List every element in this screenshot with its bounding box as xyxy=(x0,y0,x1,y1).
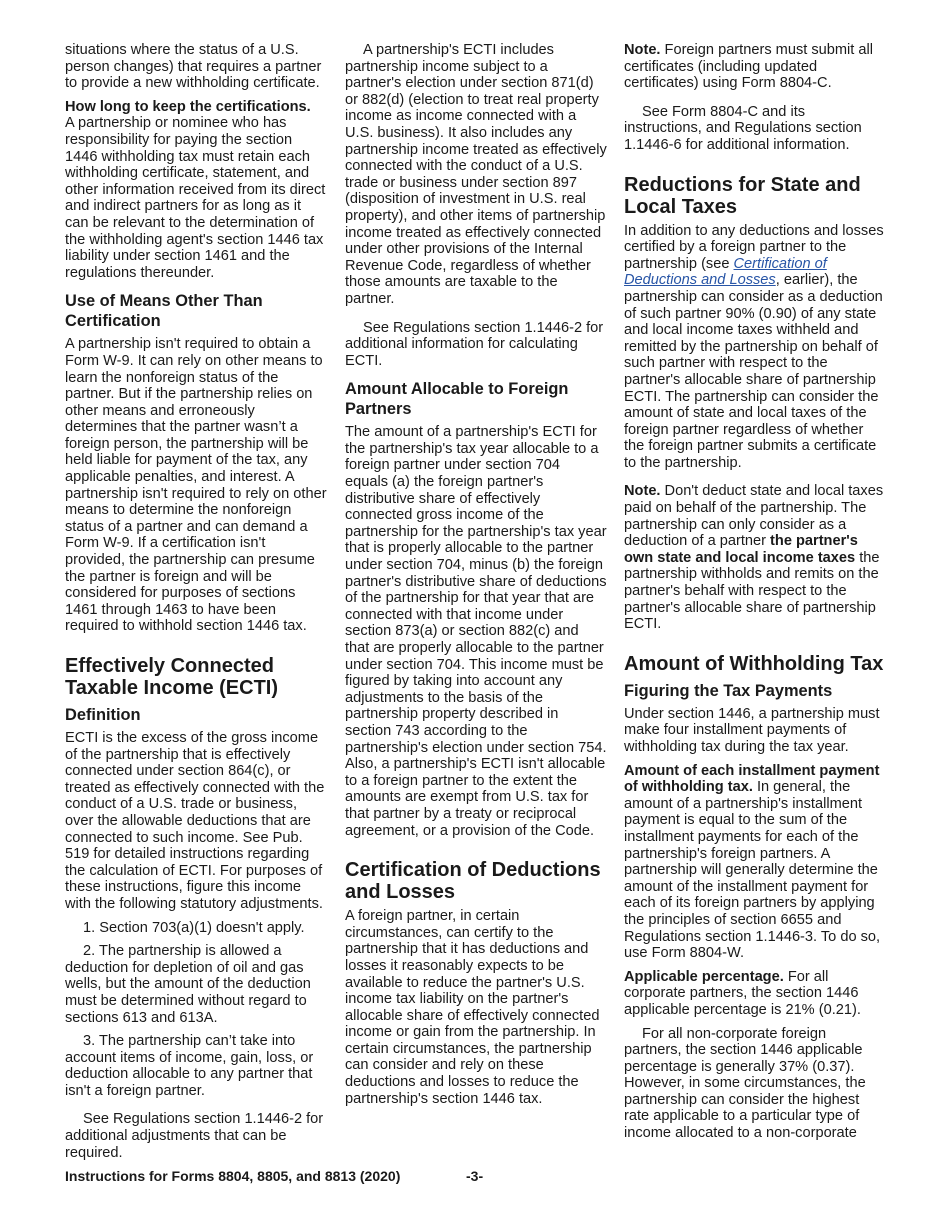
see-form-paragraph: See Form 8804-C and its instructions, and Regulations section 1.1446-6 for additional information. xyxy=(624,103,862,153)
note-label: Note. xyxy=(624,42,661,58)
definition-heading: Definition xyxy=(65,706,141,724)
note-paragraph-2: Note. Don't deduct state and local taxes paid on behalf of the partnership. The partnership can only consider as a deduction of a partner the partner's own state and local income taxes the partnership withholds and remits on the partner's behalf with respect to the partner's allocable share of partnership ECTI. xyxy=(624,483,884,633)
certification-heading: Certification of Deductions and Losses xyxy=(345,859,601,904)
column-1 xyxy=(65,42,327,1168)
column-2 xyxy=(345,42,607,1114)
ecti-includes-paragraph: A partnership's ECTI includes partnership income subject to a partner's election under section 871(d) or 882(d) (election to treat real property income as income connected with a U.S. business). It also includes any partnership income treated as effectively connected with the conduct of a U.S. trade or business under section 897 (disposition of investment in U.S. real property), and other items of partnership income treated as effectively connected under other provisions of the Internal Revenue Code, regardless of whether those amounts are taxable to the partner. xyxy=(345,42,607,307)
note-label: Note. xyxy=(624,483,661,500)
keep-certifications-paragraph: How long to keep the certifications. A partnership or nominee who has responsibility for paying the section 1446 withholding tax must retain each withholding certificate, statement, and other information received from its direct and indirect partners for as long as it can be relevant to the determination of the withholding agent's section 1446 tax liability under section 1461 and the regulations thereunder. xyxy=(65,98,326,281)
see-regulations-paragraph: See Regulations section 1.1446-2 for additional adjustments that can be required. xyxy=(65,1111,324,1161)
means-other-paragraph: A partnership isn't required to obtain a Form W-9. It can rely on other means to learn the nonforeign status of the partner. But if the partnership relies on other means and erroneously determines that the partner wasn’t a foreign person, the partnership will be held liable for payment of the tax, any applicable penalties, and interest. A partnership isn't required to rely on other means to determine the nonforeign status of a partner and can demand a Form W-9. If a certification isn't provided, the partnership can presume the partner is foreign and will be considered for purposes of sections 1461 through 1463 to have been required to withhold section 1446 tax. xyxy=(65,336,327,635)
list-item-3: 3. The partnership can’t take into account items of income, gain, loss, or deduction allocable to any partner that isn't a foreign partner. xyxy=(65,1033,314,1099)
amount-withholding-heading: Amount of Withholding Tax xyxy=(624,652,884,675)
reductions-paragraph: In addition to any deductions and losses certified by a foreign partner to the partnership (see Certification of Deductions and Losses, earlier), the partnership can consider as a deduction of such partner 90% (0.90) of any state and local income taxes withheld and remitted by the partnership on behalf of such partner with respect to the partner's allocable share of partnership ECTI. The partnership can consider the amount of state and local taxes of the foreign partner regardless of whether the foreign partner submits a certificate to the partnership. xyxy=(624,222,884,471)
applicable-percentage-paragraph: Applicable percentage. For all corporate partners, the section 1446 applicable percentage is 21% (0.21). xyxy=(624,968,861,1018)
footer-title: Instructions for Forms 8804, 8805, and 8813 (2020) xyxy=(65,1168,401,1184)
page-number: -3- xyxy=(466,1168,484,1184)
non-corporate-paragraph: For all non-corporate foreign partners, the section 1446 applicable percentage is generally 37% (0.37). However, in some circumstances, the partnership can consider the highest rate applicable to a particular type of income allocated to a non-corporate xyxy=(624,1025,866,1142)
installment-paragraph: Amount of each installment payment of withholding tax. In general, the amount of a partnership's installment payment is equal to the sum of the installment payments for each of the partnership's foreign partners. A partnership will generally determine the amount of the installment payment for each of its foreign partners by applying the principles of section 6655 and Regulations section 1.1446-3. To do so, use Form 8804-W. xyxy=(624,762,881,962)
applicable-percentage-runin-heading: Applicable percentage. xyxy=(624,968,784,985)
amount-allocable-heading: Amount Allocable to Foreign Partners xyxy=(345,380,569,419)
means-other-heading: Use of Means Other Than Certification xyxy=(65,292,263,331)
see-regulations-paragraph: See Regulations section 1.1446-2 for additional information for calculating ECTI. xyxy=(345,319,604,369)
reductions-heading: Reductions for State and Local Taxes xyxy=(624,173,861,218)
figuring-payments-heading: Figuring the Tax Payments xyxy=(624,681,833,700)
certification-paragraph: A foreign partner, in certain circumstances, can certify to the partnership that it has deductions and losses it reasonably expects to be available to reduce the partner's U.S. income tax liability on the partner's allocable share of effectively connected income or gain from the partnership. In certain circumstances, the partnership can consider and rely on these deductions and losses to reduce the partnership's section 1446 tax. xyxy=(345,908,600,1107)
keep-certifications-runin-heading: How long to keep the certifications. xyxy=(65,98,311,115)
amount-allocable-paragraph: The amount of a partnership's ECTI for the partnership's tax year allocable to a foreign partner under section 704 equals (a) the foreign partner's distributive share of effectively connected gross income of the partnership for the partnership's tax year that is properly allocable to the partner under section 704, minus (b) the foreign partner's distributive share of deductions of the partnership for that year that are connected with that income under section 873(a) or section 882(c) and that are properly allocable to the partner under section 704. This income must be figured by taking into account any adjustments to the basis of the partnership property described in section 743 according to the partnership's election under section 754. Also, a partnership's ECTI isn't allocable to a foreign partner to the extent the amounts are exempt from U.S. tax for that partner by a treaty or reciprocal agreement, or a provision of the Code. xyxy=(345,424,607,839)
paragraph-continued: situations where the status of a U.S. person changes) that requires a partner to provide a new withholding certificate. xyxy=(65,42,322,92)
certification-cross-reference-link[interactable]: Certification of Deductions and Losses xyxy=(624,255,827,289)
ecti-heading: Effectively Connected Taxable Income (ECTI) xyxy=(65,655,279,699)
figuring-payments-paragraph: Under section 1446, a partnership must make four installment payments of withholding tax during the tax year. xyxy=(624,705,880,755)
list-item-2: 2. The partnership is allowed a deduction for depletion of oil and gas wells, but the amount of the deduction must be determined without regard to sections 613 and 613A. xyxy=(65,943,311,1026)
list-item-1: 1. Section 703(a)(1) doesn't apply. xyxy=(83,919,305,936)
column-3 xyxy=(624,42,886,1149)
installment-runin-heading: Amount of each installment payment of withholding tax. xyxy=(624,762,880,796)
note-paragraph: Note. Foreign partners must submit all certificates (including updated certificates) using Form 8804-C. xyxy=(624,42,873,92)
definition-paragraph: ECTI is the excess of the gross income of the partnership that is effectively connected under section 864(c), or treated as effectively connected with the conduct of a U.S. trade or business, over the allowable deductions that are connected to such income. See Pub. 519 for detailed instructions regarding the calculation of ECTI. For purposes of these instructions, figure this income with the following statutory adjustments. xyxy=(65,730,325,912)
